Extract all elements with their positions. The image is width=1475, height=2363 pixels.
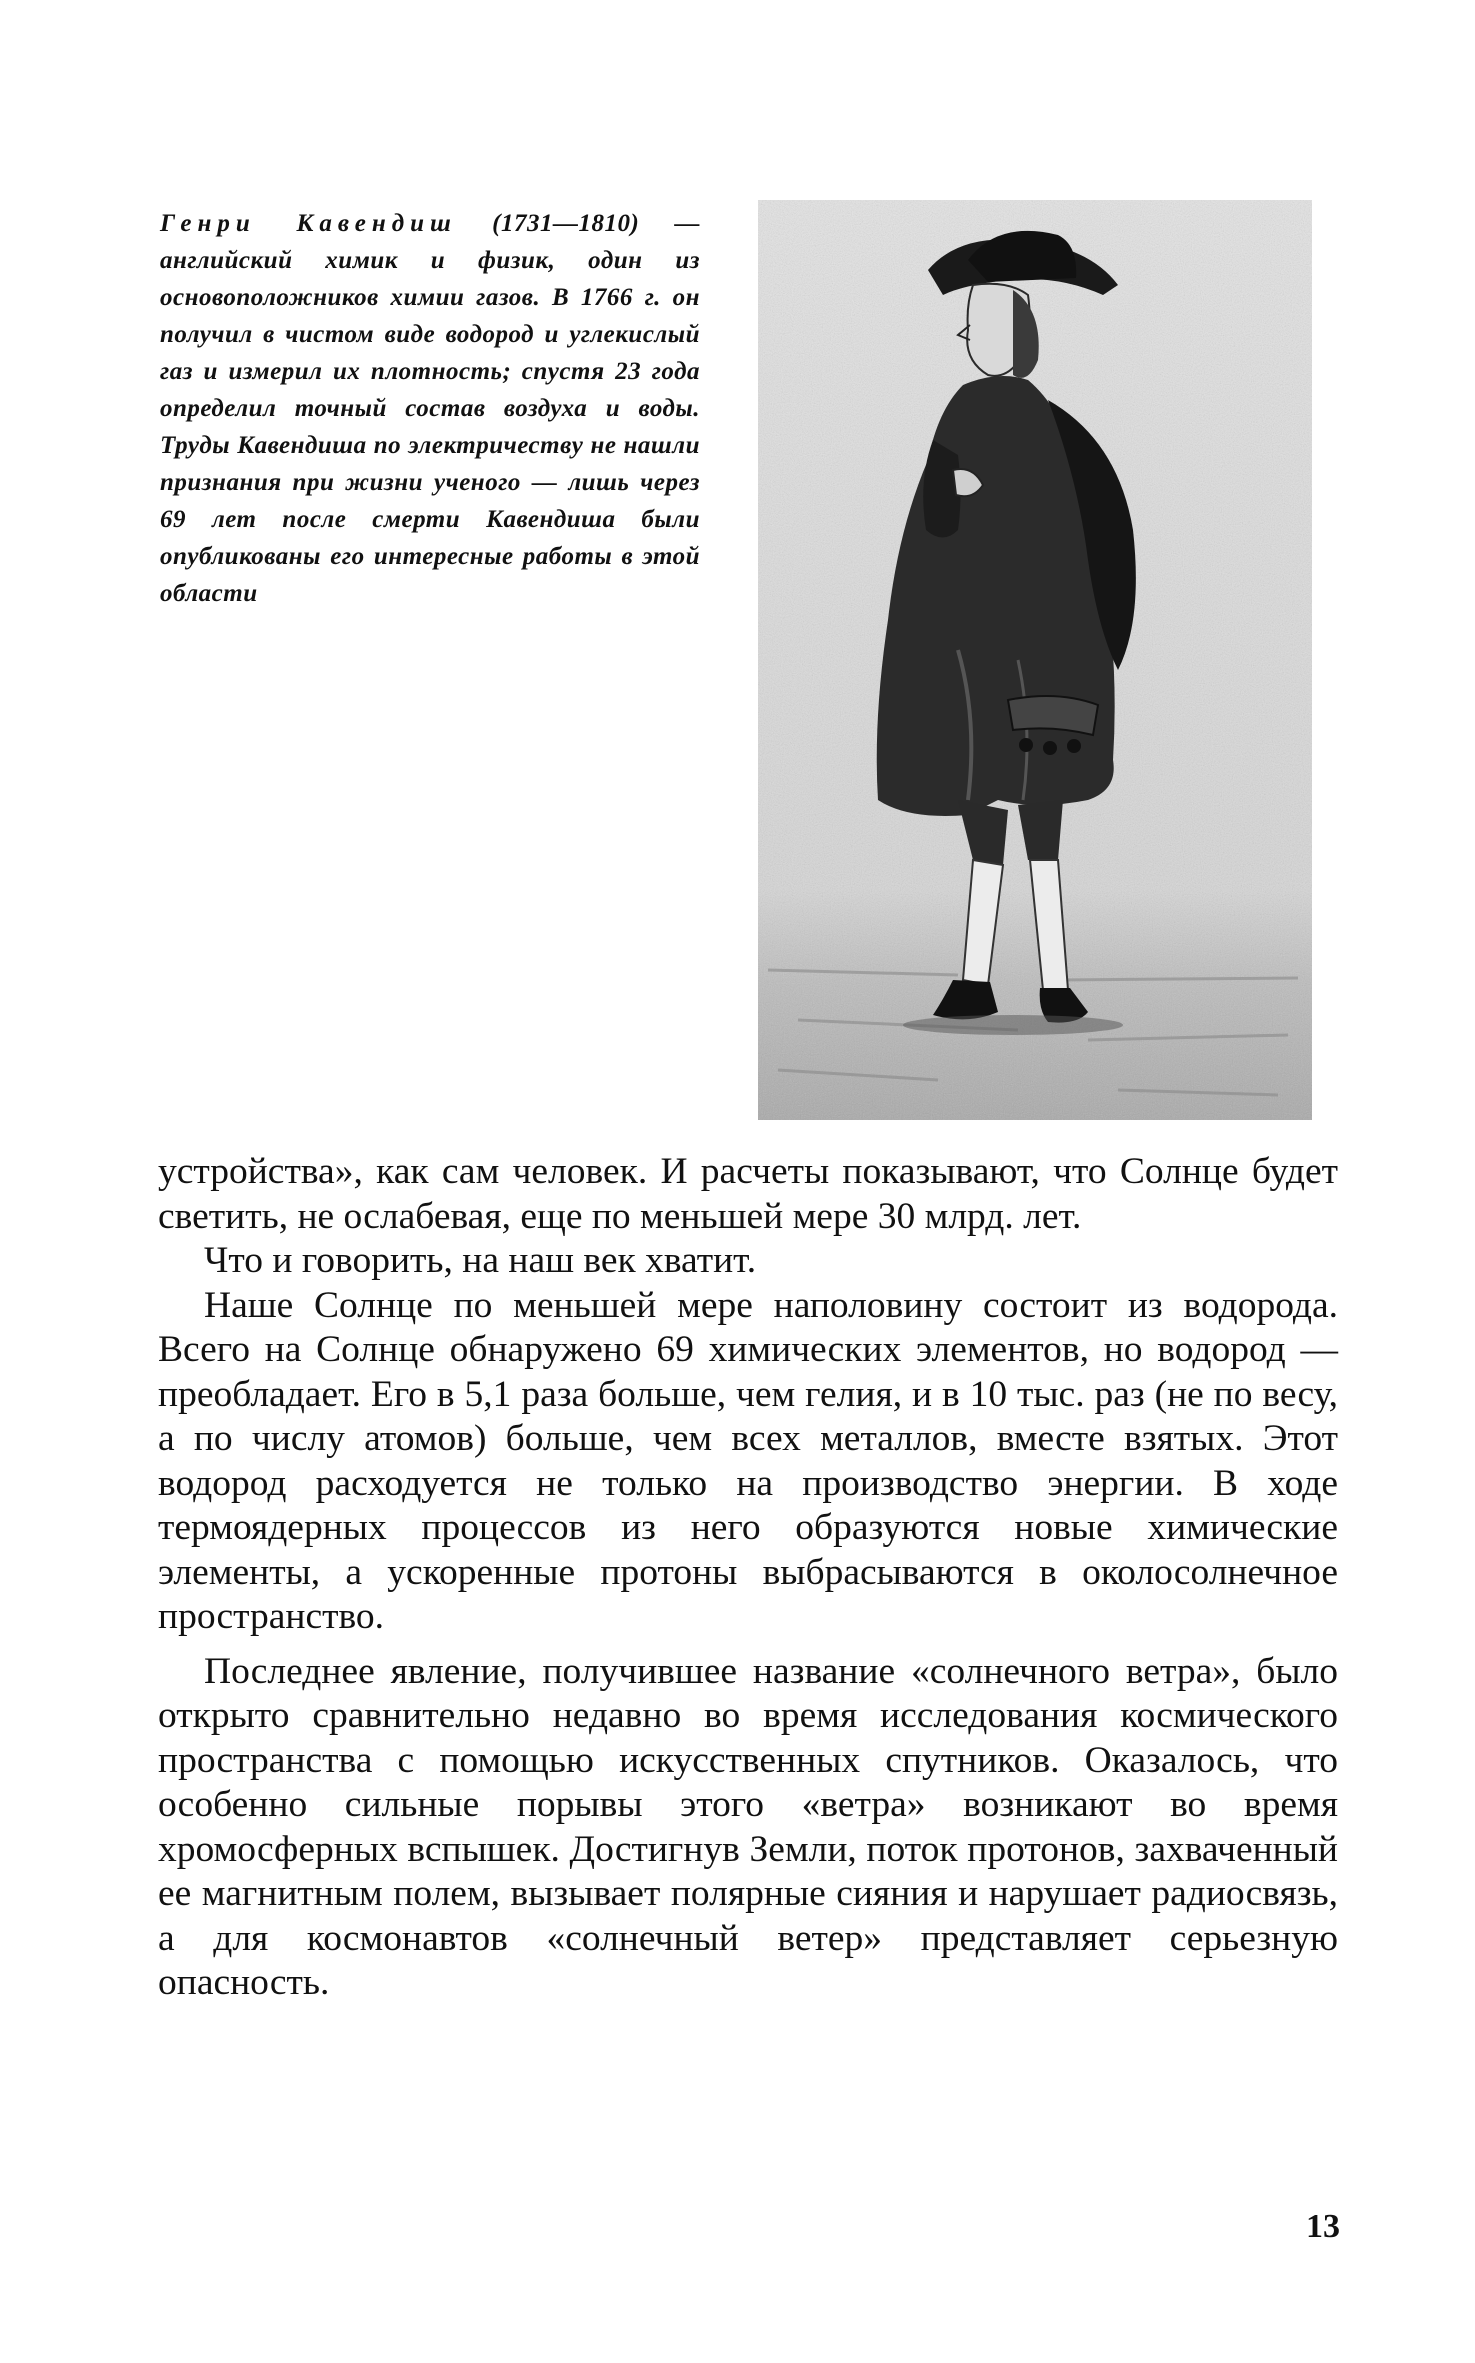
page-number: 13 (1306, 2208, 1340, 2245)
paragraph: устройства», как сам человек. И расчеты показывают, что Солнце будет светить, не ослабевая, еще по меньшей мере 30 млрд. лет. (158, 1151, 1338, 1237)
caption-text: (1731—1810) — английский химик и физик, один из основоположников химии газов. В 1766 г. он получил в чистом виде водород и углекислый газ и измерил их плотность; спустя 23 года определил точный состав воздуха и воды. Труды Кавендиша по электричеству не нашли признания при жизни ученого — лишь через 69 лет после смерти Кавендиша были опубликованы его интересные работы в этой области (160, 210, 700, 607)
portrait-illustration (758, 200, 1312, 1120)
main-text (158, 1150, 1338, 2006)
caption-name: Генри Кавендиш (160, 210, 457, 237)
cavendish-portrait (758, 200, 1312, 1120)
paragraph: Последнее явление, получившее название «солнечного ветра», было открыто сравнительно недавно во время исследования космического пространства с помощью искусственных спутников. Оказалось, что особенно сильные порывы этого «ветра» возникают во время хромосферных вспышек. Достигнув Земли, поток протонов, захваченный ее магнитным полем, вызывает полярные сияния и нарушает радиосвязь, а для космонавтов «солнечный ветер» представляет серьезную опасность. (158, 1650, 1338, 2003)
paragraph: Что и говорить, на наш век хватит. (204, 1240, 757, 1281)
paragraph: Наше Солнце по меньшей мере наполовину состоит из водорода. Всего на Солнце обнаружено 69 химических элементов, но водород — преобладает. Его в 5,1 раза больше, чем гелия, и в 10 тыс. раз (не по весу, а по числу атомов) больше, чем всех металлов, вместе взятых. Этот водород расходуется не только на производство энергии. В ходе термоядерных процессов из него образуются новые химические элементы, а ускоренные протоны выбрасываются в околосолнечное пространство. (158, 1284, 1338, 1637)
portrait-caption (160, 205, 700, 612)
